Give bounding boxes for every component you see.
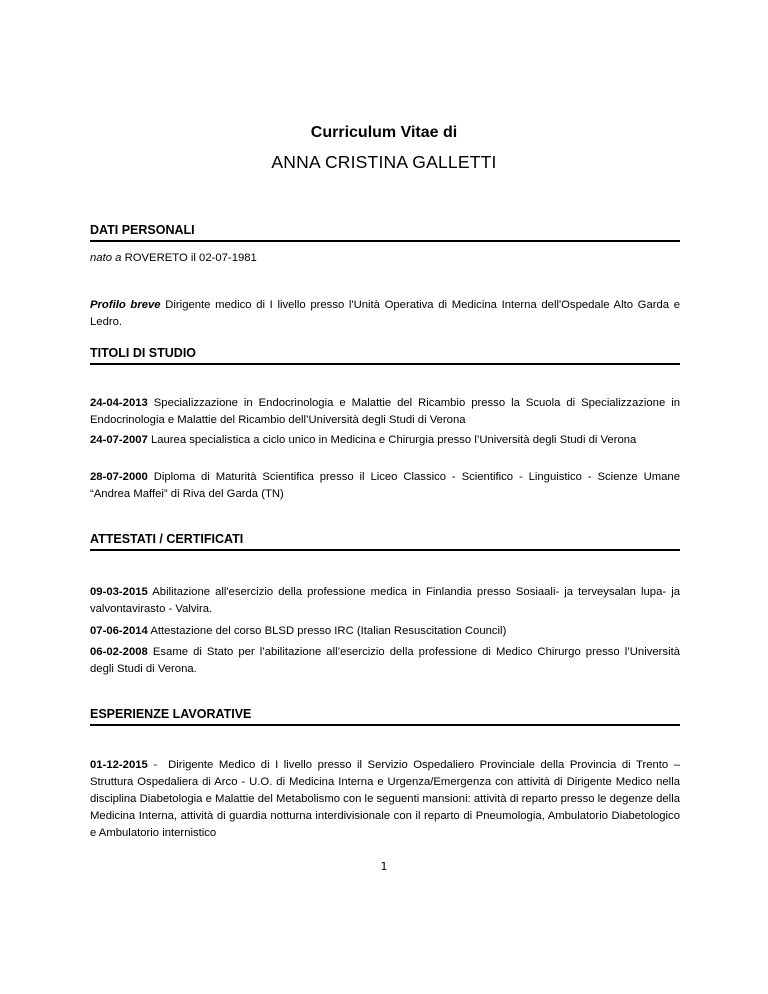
- education-item: [90, 395, 680, 429]
- education-date: 24-07-2007: [90, 434, 148, 446]
- page-number: 1: [380, 860, 388, 873]
- certificate-item: [90, 584, 680, 618]
- certificate-text: Abilitazione all'esercizio della professione medica in Finlandia presso Sosiaali- ja terveysalan lupa- ja valvontavirasto - Valvira.: [90, 586, 680, 615]
- certificate-item: [90, 644, 680, 678]
- experience-text: - Dirigente Medico di I livello presso il Servizio Ospedaliero Provinciale della Provincia di Trento – Struttura Ospedaliera di Arco - U.O. di Medicina Interna e Urgenza/Emergenza con attività di Dirigente Medico nella disciplina Diabetologia e Malattie del Metabolismo con le seguenti mansioni: attività di reparto presso le degenze della Medicina Interna, attività di guardia notturna interdivisionale con il reparto di Pneumologia, Ambulatorio Diabetologico e Ambulatorio internistico: [90, 759, 684, 839]
- certificate-date: 09-03-2015: [90, 586, 148, 598]
- birth-text: ROVERETO il 02-07-1981: [124, 252, 257, 264]
- section-heading-personal: DATI PERSONALI: [90, 223, 680, 242]
- certificate-date: 06-02-2008: [90, 646, 148, 658]
- education-text: Specializzazione in Endocrinologia e Malattie del Ricambio presso la Scuola di Specializzazione in Endocrinologia e Malattie del Ricambio dell’Università degli Studi di Verona: [90, 397, 680, 426]
- section-heading-education: TITOLI DI STUDIO: [90, 346, 680, 365]
- document-title: Curriculum Vitae di: [310, 124, 458, 141]
- birth-prefix: nato a: [90, 252, 122, 264]
- certificate-text: Attestazione del corso BLSD presso IRC (Italian Resuscitation Council): [150, 625, 507, 637]
- education-date: 28-07-2000: [90, 471, 148, 483]
- profile-text: Dirigente medico di I livello presso l'Unità Operativa di Medicina Interna dell'Ospedale Alto Garda e Ledro.: [90, 299, 680, 328]
- education-date: 24-04-2013: [90, 397, 148, 409]
- certificate-text: Esame di Stato per l’abilitazione all’esercizio della professione di Medico Chirurgo presso l’Università degli Studi di Verona.: [90, 646, 680, 675]
- education-item: [90, 469, 680, 503]
- birth-info: [90, 250, 680, 267]
- profile-info: [90, 297, 680, 331]
- person-name: ANNA CRISTINA GALLETTI: [271, 152, 497, 172]
- profile-label: Profilo breve: [90, 299, 161, 311]
- certificate-item: [90, 623, 680, 640]
- experience-item: [90, 757, 684, 842]
- education-text: Laurea specialistica a ciclo unico in Medicina e Chirurgia presso l’Università degli Studi di Verona: [150, 434, 637, 446]
- certificate-date: 07-06-2014: [90, 625, 148, 637]
- experience-date: 01-12-2015: [90, 759, 148, 771]
- education-item: [90, 432, 680, 449]
- education-text: Diploma di Maturità Scientifica presso il Liceo Classico - Scientifico - Linguistico - Scienze Umane “Andrea Maffei” di Riva del Garda (TN): [90, 471, 680, 500]
- section-heading-experience: ESPERIENZE LAVORATIVE: [90, 707, 680, 726]
- section-heading-certificates: ATTESTATI / CERTIFICATI: [90, 532, 680, 551]
